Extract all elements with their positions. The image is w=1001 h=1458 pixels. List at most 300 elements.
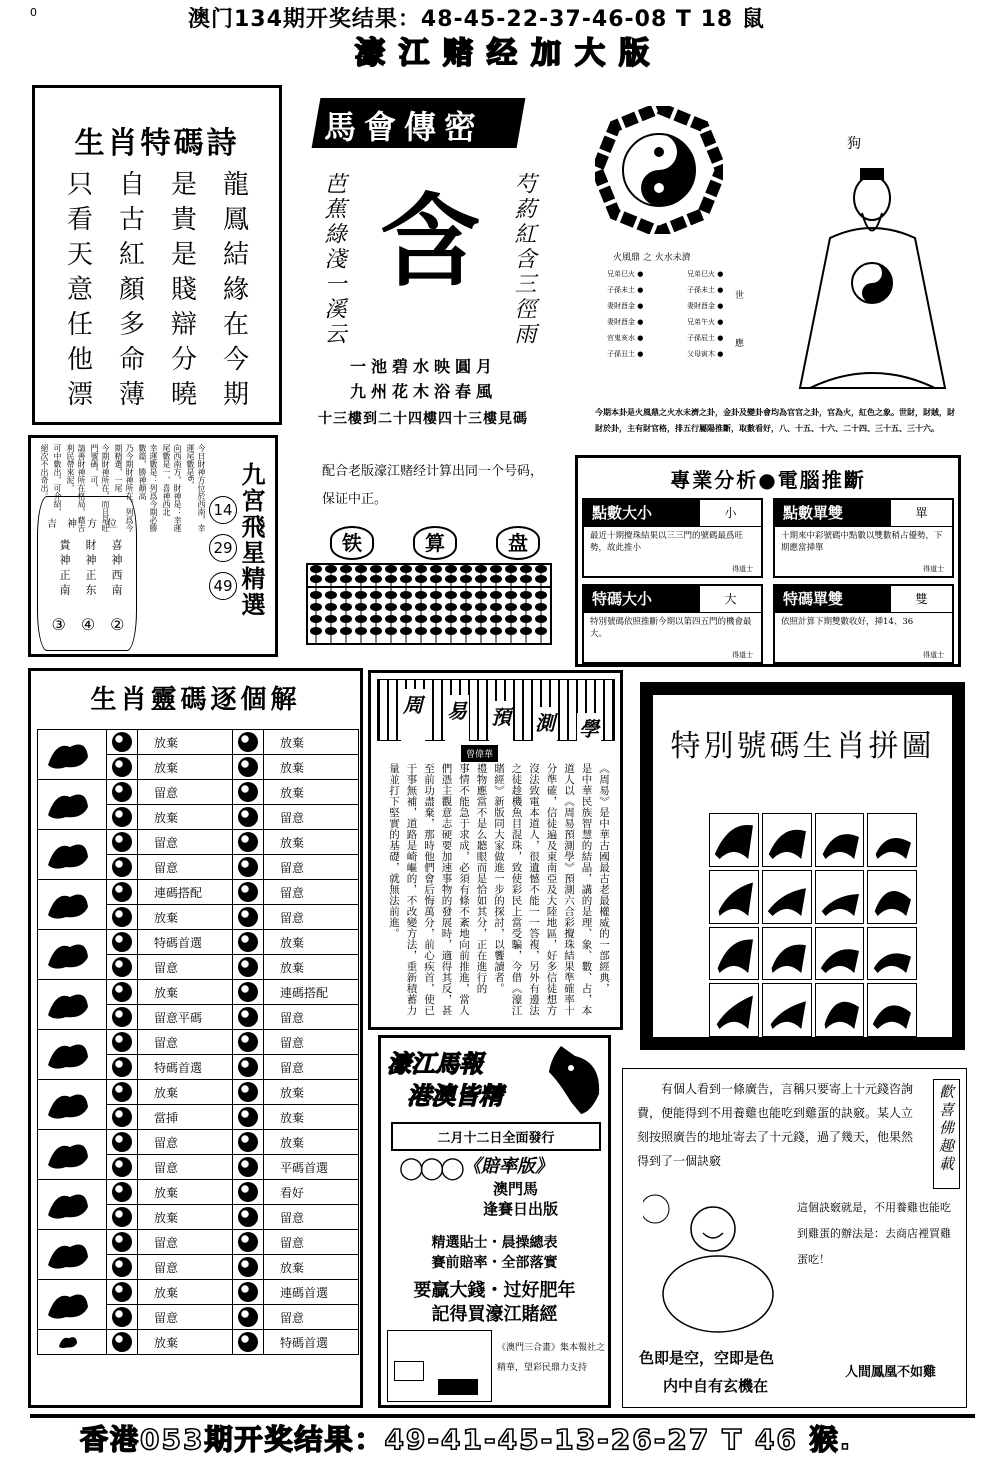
- zodiac-advice: 放棄: [138, 1205, 233, 1230]
- abacus-bead: [355, 615, 367, 623]
- zodiac-ball-icon: [233, 805, 264, 830]
- zodiac-advice: 放棄: [264, 1130, 359, 1155]
- analysis-sig: 得道士: [732, 565, 753, 573]
- abacus-bead: [385, 565, 397, 573]
- zodiac-advice: 連碼搭配: [138, 880, 233, 905]
- zodiac-ball-icon: [233, 1030, 264, 1055]
- zodiac-advice: 放棄: [138, 730, 233, 755]
- compass-box: [37, 496, 137, 651]
- verse-line-1: 一池碧水映圓月: [350, 357, 498, 376]
- zodiac-animal-icon: [38, 1230, 107, 1280]
- zhouyi-col: 們憑主觀意志硬要加速事物的發展時，適得其反，甚: [440, 763, 453, 1016]
- ad-line-1: 精選貼士・晨操總表: [431, 1235, 558, 1251]
- story-panel: [622, 1068, 967, 1408]
- abacus-bead: [520, 575, 532, 583]
- zhouyi-col: 沒法致電本道人，很遺憾不能一一答複，另外有邊法: [528, 763, 540, 1016]
- zodiac-ball-icon: [233, 1230, 264, 1255]
- nine-palace-col: 絕次不出奇出。: [40, 444, 49, 500]
- sage-figure-icon: [770, 158, 975, 408]
- puzzle-grid: [709, 813, 917, 1018]
- ad-mini-text: 《澳門三合畫》集本報社之精華，望彩民鼎力支持: [497, 1343, 606, 1373]
- compass-item: 喜神西南: [110, 539, 123, 599]
- zodiac-ball-icon: [107, 1080, 138, 1105]
- abacus-bead: [385, 591, 397, 599]
- cooperate-text: 配合老版濠江赌经计算出同一个号码，保证中正。: [322, 464, 544, 507]
- zodiac-advice: 放棄: [138, 1330, 233, 1355]
- abacus-bead: [340, 627, 352, 635]
- hex-title: 火風鼎 之 火水未濟: [613, 253, 691, 263]
- zodiac-ball-icon: [233, 1130, 264, 1155]
- abacus-bead: [490, 603, 502, 611]
- poem-line: 他命分今: [67, 345, 276, 375]
- analysis-sig: 得道士: [732, 651, 753, 659]
- horse-club-panel: [310, 92, 570, 442]
- zodiac-ball-icon: [233, 1330, 264, 1355]
- table-row: [38, 880, 359, 905]
- hex-row: 父母寅木 ●: [687, 350, 724, 358]
- zodiac-advice: 留意: [138, 955, 233, 980]
- ad-sub-2: 逢賽日出版: [483, 1200, 559, 1218]
- compass-item: 財神正东: [84, 539, 97, 599]
- abacus-bead: [400, 603, 412, 611]
- zodiac-ball-icon: [233, 855, 264, 880]
- ad-mini-cover: [387, 1330, 492, 1402]
- abacus-bead: [490, 615, 502, 623]
- abacus-bead: [520, 565, 532, 573]
- zodiac-advice: 留意: [264, 855, 359, 880]
- verse-line-2: 九州花木浴春風: [350, 382, 498, 401]
- zodiac-ball-icon: [233, 1255, 264, 1280]
- dog-label: 狗: [847, 136, 861, 152]
- puzzle-piece-icon: [762, 870, 812, 924]
- ad-line-2: 賽前賠率・全部落實: [431, 1255, 558, 1271]
- analysis-label: 特碼大小: [584, 586, 700, 612]
- abacus-bead: [325, 565, 337, 573]
- abacus-bead: [535, 603, 547, 611]
- puzzle-piece-icon: [709, 870, 759, 924]
- poem-line: 任多辯在: [67, 310, 276, 340]
- hex-row: 兄弟巳火 ●: [607, 270, 644, 278]
- zodiac-panel: [28, 668, 363, 1408]
- abacus-bead: [310, 565, 322, 573]
- abacus-title-char: 算: [413, 526, 457, 560]
- abacus-bead: [460, 615, 472, 623]
- zodiac-ball-icon: [107, 1105, 138, 1130]
- table-row: [38, 1330, 359, 1355]
- zodiac-advice: 留意: [138, 1130, 233, 1155]
- poem-line: 只自是龍: [67, 170, 276, 200]
- abacus-bead: [415, 565, 427, 573]
- abacus-icon: [306, 563, 552, 645]
- abacus-title-char: 铁: [330, 526, 374, 560]
- story-text: 有個人看到一條廣告，言稱只要寄上十元錢咨詢費，便能得到不用養雞也能吃到雞蛋的訣竅。某人立刻按照廣告的地址寄去了十元錢，過了幾天，他果然得到了一個訣竅: [637, 1082, 914, 1168]
- zodiac-ball-icon: [233, 980, 264, 1005]
- zodiac-advice: 留意: [264, 905, 359, 930]
- abacus-bead: [475, 565, 487, 573]
- abacus-bead: [400, 591, 412, 599]
- zodiac-ball-icon: [107, 1205, 138, 1230]
- abacus-bead: [325, 603, 337, 611]
- hex-row: 妻財酉金 ●: [607, 302, 644, 310]
- masthead: 濠江赌经加大版: [355, 36, 663, 71]
- puzzle-panel: [640, 682, 965, 1050]
- table-row: [38, 1180, 359, 1205]
- zodiac-advice: 放棄: [138, 1280, 233, 1305]
- analysis-sig: 得道士: [923, 565, 944, 573]
- abacus-bead: [430, 603, 442, 611]
- zodiac-advice: 放棄: [264, 930, 359, 955]
- zhouyi-title-char: 測: [533, 707, 557, 742]
- compass-item: 貴神正南: [58, 539, 71, 599]
- analysis-label: 點數單雙: [775, 500, 891, 526]
- horse-club-title: 馬會傳密: [324, 108, 485, 146]
- caption-1: 色即是空，空即是色: [639, 1349, 775, 1367]
- zodiac-ball-icon: [233, 1005, 264, 1030]
- zodiac-animal-icon: [38, 1130, 107, 1180]
- zodiac-advice: 留意: [138, 1305, 233, 1330]
- analysis-cell: [773, 498, 954, 578]
- hex-row: 子孫辰土 ●: [687, 334, 724, 342]
- abacus-bead: [310, 603, 322, 611]
- zodiac-ball-icon: [107, 1155, 138, 1180]
- abacus-bead: [445, 575, 457, 583]
- zodiac-ball-icon: [233, 1305, 264, 1330]
- abacus-bead: [415, 615, 427, 623]
- zodiac-ball-icon: [107, 1055, 138, 1080]
- nine-palace-col: 幸運數是：列爲今期必勝數篇，勝神顏高: [138, 444, 158, 532]
- zodiac-ball-icon: [107, 880, 138, 905]
- zodiac-advice: 留意: [138, 1155, 233, 1180]
- lucky-number: 49: [209, 572, 237, 600]
- abacus-bead: [505, 603, 517, 611]
- puzzle-piece-icon: [762, 813, 812, 867]
- abacus-bead: [475, 615, 487, 623]
- abacus-bead: [340, 615, 352, 623]
- zodiac-advice: 留意: [138, 1030, 233, 1055]
- zodiac-ball-icon: [233, 1155, 264, 1180]
- big-char: 含: [380, 183, 480, 300]
- zhouyi-title-char: 易: [445, 695, 469, 742]
- zhouyi-title: [401, 689, 601, 742]
- ad-title-1: 濠江馬報: [387, 1050, 483, 1078]
- analysis-cell: [582, 584, 763, 664]
- puzzle-piece-icon: [815, 983, 865, 1037]
- zodiac-advice: 放棄: [264, 730, 359, 755]
- zodiac-animal-icon: [38, 780, 107, 830]
- zodiac-ball-icon: [107, 1230, 138, 1255]
- zhouyi-title-char: 預: [489, 701, 513, 742]
- zodiac-advice: 連碼首選: [264, 1280, 359, 1305]
- ad-title-2: 港澳皆精: [407, 1082, 503, 1110]
- abacus-bead: [535, 615, 547, 623]
- nine-palace-col: 可中數出，可介紹，: [53, 444, 62, 516]
- zodiac-advice: 放棄: [138, 1180, 233, 1205]
- zodiac-ball-icon: [107, 1255, 138, 1280]
- right-verse: 芍葯紅含三徑雨: [511, 172, 536, 347]
- zodiac-ball-icon: [107, 1130, 138, 1155]
- puzzle-piece-icon: [867, 983, 917, 1037]
- analysis-value: 大: [724, 592, 737, 606]
- abacus-bead: [460, 565, 472, 573]
- mark-ying: 應: [735, 339, 745, 349]
- abacus-bead: [340, 575, 352, 583]
- zhouyi-title-char: 學: [577, 713, 601, 742]
- caption-2: 内中自有玄機在: [663, 1377, 769, 1395]
- zodiac-ball-icon: [107, 905, 138, 930]
- zodiac-animal-icon: [38, 830, 107, 880]
- zodiac-ball-icon: [107, 955, 138, 980]
- abacus-bead: [520, 627, 532, 635]
- compass-circles: [44, 615, 132, 634]
- zodiac-ball-icon: [233, 905, 264, 930]
- zhouyi-col: 事情不能急于求成，必須有條不紊地向前推進，當人: [458, 763, 470, 1016]
- nine-palace-col: 請善財神所在格局，藉吉利民帶來泥，: [66, 444, 86, 532]
- zodiac-advice: 留意: [264, 1230, 359, 1255]
- zodiac-advice: 放棄: [264, 1080, 359, 1105]
- abacus-bead: [490, 627, 502, 635]
- abacus-bead: [310, 627, 322, 635]
- zodiac-ball-icon: [107, 1180, 138, 1205]
- puzzle-piece-icon: [709, 927, 759, 981]
- zodiac-advice: 留意: [264, 1205, 359, 1230]
- abacus-bead: [355, 591, 367, 599]
- hex-row: 子孫未土 ●: [607, 286, 644, 294]
- table-row: [38, 1130, 359, 1155]
- nine-palace-numbers: [209, 496, 239, 610]
- zhouyi-col: 分準確，信徒遍及東南亞及大陸地區，好多信徒想方: [545, 763, 558, 1016]
- zodiac-ball-icon: [233, 1080, 264, 1105]
- compass-circle: ②: [110, 615, 125, 634]
- zodiac-advice: 看好: [264, 1180, 359, 1205]
- poem-lines: [67, 168, 276, 413]
- abacus-bead: [370, 575, 382, 583]
- abacus-bead: [370, 603, 382, 611]
- analysis-sig: 得道士: [923, 651, 944, 659]
- nine-palace-col: 今日財神方位於西南，幸運尾數是6，: [186, 444, 206, 532]
- ad-slogan-2: 記得買濠江賭經: [431, 1304, 558, 1325]
- hex-left-list: [607, 266, 687, 362]
- zodiac-ball-icon: [107, 855, 138, 880]
- analysis-desc: 特別號碼依照推斷今期以第四五門的機會最大。: [590, 617, 752, 639]
- zodiac-advice: 放棄: [264, 780, 359, 805]
- ad-panel: [378, 1035, 611, 1408]
- analysis-desc: 最近十期攪珠結果以三三門的號碼最爲旺勢，故此推小: [590, 531, 744, 553]
- nine-palace-col: 向西南方，財神是：幸運尾數是一、喜神西北: [162, 444, 182, 532]
- abacus-bead: [520, 615, 532, 623]
- table-row: [38, 930, 359, 955]
- zodiac-ball-icon: [233, 830, 264, 855]
- zodiac-ball-icon: [107, 1005, 138, 1030]
- zodiac-ball-icon: [233, 1105, 264, 1130]
- zhouyi-text: [385, 763, 613, 1025]
- abacus-bead: [355, 603, 367, 611]
- abacus-bead: [310, 591, 322, 599]
- zodiac-animal-icon: [38, 1030, 107, 1080]
- analysis-cell-header: [584, 500, 761, 527]
- ad-edition: 《賠率版》: [463, 1156, 553, 1177]
- poem-panel: [32, 85, 282, 425]
- puzzle-piece-icon: [867, 870, 917, 924]
- analysis-label: 點數大小: [584, 500, 700, 526]
- zodiac-advice: 當挿: [138, 1105, 233, 1130]
- zodiac-ball-icon: [107, 1305, 138, 1330]
- bagua-icon: [595, 106, 723, 234]
- zodiac-animal-icon: [38, 1180, 107, 1230]
- story-text-2: 這個訣竅就是，不用養雞也能吃到雞蛋的辦法是：去商店裡買雞蛋吃！: [797, 1201, 951, 1266]
- zhouyi-col: 道人以《周易預測學》預測六合彩攪珠結果準確率十: [563, 763, 575, 1016]
- zodiac-advice: 放棄: [138, 755, 233, 780]
- analysis-value: 單: [915, 506, 928, 520]
- hex-row: 官鬼亥水 ●: [607, 334, 644, 342]
- zodiac-ball-icon: [107, 730, 138, 755]
- puzzle-piece-icon: [867, 927, 917, 981]
- zodiac-ball-icon: [107, 830, 138, 855]
- zodiac-ball-icon: [233, 1055, 264, 1080]
- abacus-bead: [385, 627, 397, 635]
- analysis-desc: 十期來中彩號碼中點數以雙數稍占優勢，下期應當挿單: [781, 531, 943, 553]
- zodiac-advice: 留意: [264, 880, 359, 905]
- corner-mark: 0: [30, 6, 37, 19]
- caption-3: 人間鳳凰不如雞: [845, 1365, 937, 1380]
- zodiac-advice: 放棄: [264, 955, 359, 980]
- puzzle-title: 特別號碼生肖拼圖: [670, 729, 935, 764]
- zodiac-ball-icon: [107, 1280, 138, 1305]
- zodiac-ball-icon: [107, 805, 138, 830]
- hex-row: 兄弟巳火 ●: [687, 270, 724, 278]
- puzzle-piece-icon: [815, 870, 865, 924]
- abacus-bead: [445, 615, 457, 623]
- zodiac-advice: 留意: [264, 1030, 359, 1055]
- hex-row: 妻財酉金 ●: [687, 302, 724, 310]
- zodiac-animal-icon: [38, 880, 107, 930]
- puzzle-piece-icon: [709, 983, 759, 1037]
- story-stamp: 歡喜佛趣載: [933, 1079, 960, 1189]
- abacus-bead: [520, 591, 532, 599]
- zodiac-ball-icon: [233, 730, 264, 755]
- abacus-title: [330, 526, 540, 560]
- zodiac-advice: 平碼首選: [264, 1155, 359, 1180]
- abacus-bead: [340, 591, 352, 599]
- zhouyi-stamp: 曾偉華: [461, 745, 498, 762]
- table-row: [38, 1030, 359, 1055]
- zodiac-advice: 特碼首選: [138, 1055, 233, 1080]
- analysis-desc: 依照計算下期雙數收好，挿14、36: [781, 617, 914, 627]
- analysis-cell: [582, 498, 763, 578]
- abacus-bead: [505, 591, 517, 599]
- abacus-bead: [475, 627, 487, 635]
- abacus-bead: [430, 627, 442, 635]
- table-row: [38, 1080, 359, 1105]
- left-verse: 芭蕉綠淺一溪云: [321, 172, 346, 347]
- abacus-bead: [325, 591, 337, 599]
- abacus-bead: [415, 603, 427, 611]
- nine-palace-title: 九宮飛星精選: [237, 462, 265, 618]
- abacus-panel: [300, 450, 560, 660]
- abacus-bead: [370, 627, 382, 635]
- analysis-value: 雙: [915, 592, 928, 606]
- poem-title: 生肖特碼詩: [74, 126, 240, 161]
- nine-palace-col: 乃今期財神所在，列爲今期精選，一尾: [114, 444, 134, 532]
- zodiac-table: [37, 729, 359, 1355]
- abacus-bead: [415, 575, 427, 583]
- abacus-bead: [535, 591, 547, 599]
- macau-result: 澳门134期开奖结果：48-45-22-37-46-08 T 18 鼠: [188, 7, 765, 32]
- puzzle-piece-icon: [867, 813, 917, 867]
- bagua-panel: [585, 78, 980, 448]
- zodiac-ball-icon: [233, 1205, 264, 1230]
- poem-line: 意顏賤緣: [67, 275, 276, 305]
- abacus-bead: [385, 603, 397, 611]
- table-row: [38, 830, 359, 855]
- zodiac-advice: 留意: [138, 830, 233, 855]
- table-row: [38, 980, 359, 1005]
- zhouyi-col: 《周易》是中華古國最古老最權威的一部經典，: [598, 763, 610, 994]
- zodiac-ball-icon: [233, 930, 264, 955]
- abacus-bead: [460, 603, 472, 611]
- abacus-bead: [385, 575, 397, 583]
- zodiac-advice: 放棄: [264, 830, 359, 855]
- abacus-bead: [430, 615, 442, 623]
- zodiac-advice: 放棄: [138, 1080, 233, 1105]
- abacus-bead: [490, 565, 502, 573]
- ad-slogan-1: 要贏大錢・过好肥年: [413, 1280, 576, 1301]
- poem-line: 看古貴鳳: [67, 205, 276, 235]
- abacus-bead: [460, 627, 472, 635]
- zodiac-animal-icon: [38, 730, 107, 780]
- horse-head-icon: [541, 1042, 607, 1116]
- hex-row: 兄弟午火 ●: [687, 318, 724, 326]
- abacus-bead: [385, 615, 397, 623]
- abacus-bead: [325, 615, 337, 623]
- abacus-bead: [355, 575, 367, 583]
- table-row: [38, 730, 359, 755]
- zodiac-animal-icon: [38, 1280, 107, 1330]
- abacus-bead: [400, 615, 412, 623]
- ad-logo-icon: ◯◯◯: [399, 1156, 461, 1181]
- zhouyi-col: 至前功盡棄，那時他們會后悔萬分，前心疾首，使已: [423, 763, 435, 1016]
- zodiac-ball-icon: [233, 1180, 264, 1205]
- abacus-bead: [340, 565, 352, 573]
- puzzle-piece-icon: [762, 927, 812, 981]
- compass-title: 吉神方位: [47, 519, 127, 530]
- zodiac-advice: 放棄: [138, 980, 233, 1005]
- ad-date: 二月十二日全面發行: [391, 1122, 601, 1151]
- zodiac-title: 生肖靈碼逐個解: [90, 685, 301, 715]
- laughing-buddha-icon: [643, 1189, 793, 1339]
- zodiac-advice: 放棄: [138, 905, 233, 930]
- zodiac-advice: 留意: [264, 1055, 359, 1080]
- abacus-title-char: 盘: [496, 526, 540, 560]
- zhouyi-col: 賭經》新版同大家做進一步的探討，以饗讀者。: [493, 763, 505, 994]
- zodiac-ball-icon: [107, 980, 138, 1005]
- zhouyi-col: 于事無補，道路是崎嶇的，不改變方法，重新積蓄力: [405, 763, 418, 1016]
- abacus-bead: [400, 627, 412, 635]
- poem-line: 天紅是結: [67, 240, 276, 270]
- puzzle-piece-icon: [762, 983, 812, 1037]
- ad-mini-box: [394, 1361, 424, 1381]
- abacus-bead: [475, 575, 487, 583]
- abacus-bead: [370, 565, 382, 573]
- analysis-panel: [575, 455, 961, 667]
- zodiac-advice: 放棄: [138, 805, 233, 830]
- zodiac-ball-icon: [233, 955, 264, 980]
- abacus-bead: [340, 603, 352, 611]
- zodiac-animal-icon: [38, 930, 107, 980]
- table-row: [38, 780, 359, 805]
- puzzle-piece-icon: [709, 813, 759, 867]
- zodiac-advice: 留意: [138, 1230, 233, 1255]
- mark-shi: 世: [735, 291, 745, 301]
